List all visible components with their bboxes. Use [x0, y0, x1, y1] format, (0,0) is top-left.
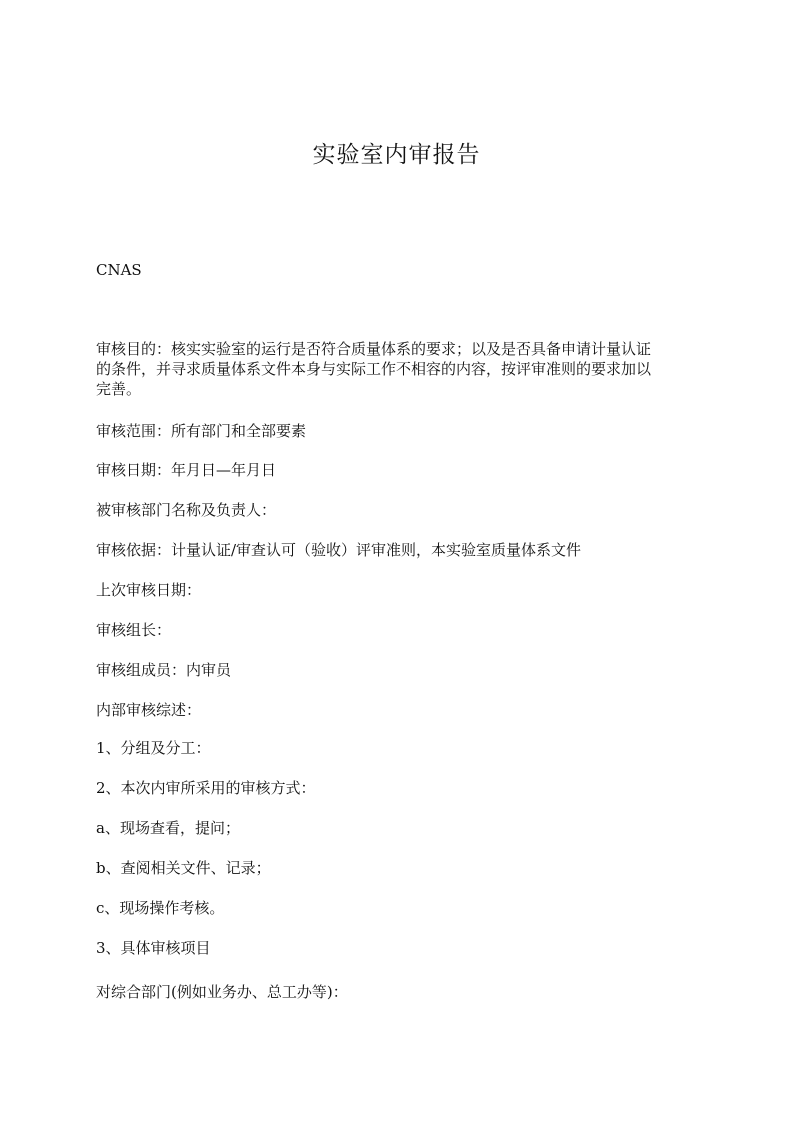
org-label: CNAS	[96, 261, 142, 279]
document-title: 实验室内审报告	[312, 142, 481, 168]
audit-scope: 审核范围：所有部门和全部要素	[96, 422, 307, 440]
general-department-heading: 对综合部门(例如业务办、总工办等)：	[96, 983, 348, 1001]
item-2a: a、现场查看，提问；	[96, 819, 240, 837]
item-2b: b、查阅相关文件、记录；	[96, 859, 271, 877]
last-audit-date: 上次审核日期：	[96, 581, 202, 599]
item-3: 3、具体审核项目	[96, 939, 211, 957]
audit-members: 审核组成员：内审员	[96, 661, 232, 679]
audit-purpose	[96, 339, 696, 399]
item-2: 2、本次内审所采用的审核方式：	[96, 779, 316, 797]
audit-summary-heading: 内部审核综述：	[96, 701, 202, 719]
audit-purpose-line-3: 完善。	[96, 380, 142, 398]
audit-purpose-line-2: 的条件，并寻求质量体系文件本身与实际工作不相容的内容，按评审准则的要求加以	[96, 360, 652, 378]
item-2c: c、现场操作考核。	[96, 899, 225, 917]
audit-date: 审核日期：年月日—年月日	[96, 461, 277, 479]
audit-basis: 审核依据：计量认证/审查认可（验收）评审准则，本实验室质量体系文件	[96, 541, 582, 559]
item-1: 1、分组及分工：	[96, 739, 211, 757]
audited-department: 被审核部门名称及负责人：	[96, 501, 277, 519]
audit-leader: 审核组长：	[96, 621, 172, 639]
audit-purpose-line-1: 审核目的：核实实验室的运行是否符合质量体系的要求；以及是否具备申请计量认证	[96, 340, 652, 358]
